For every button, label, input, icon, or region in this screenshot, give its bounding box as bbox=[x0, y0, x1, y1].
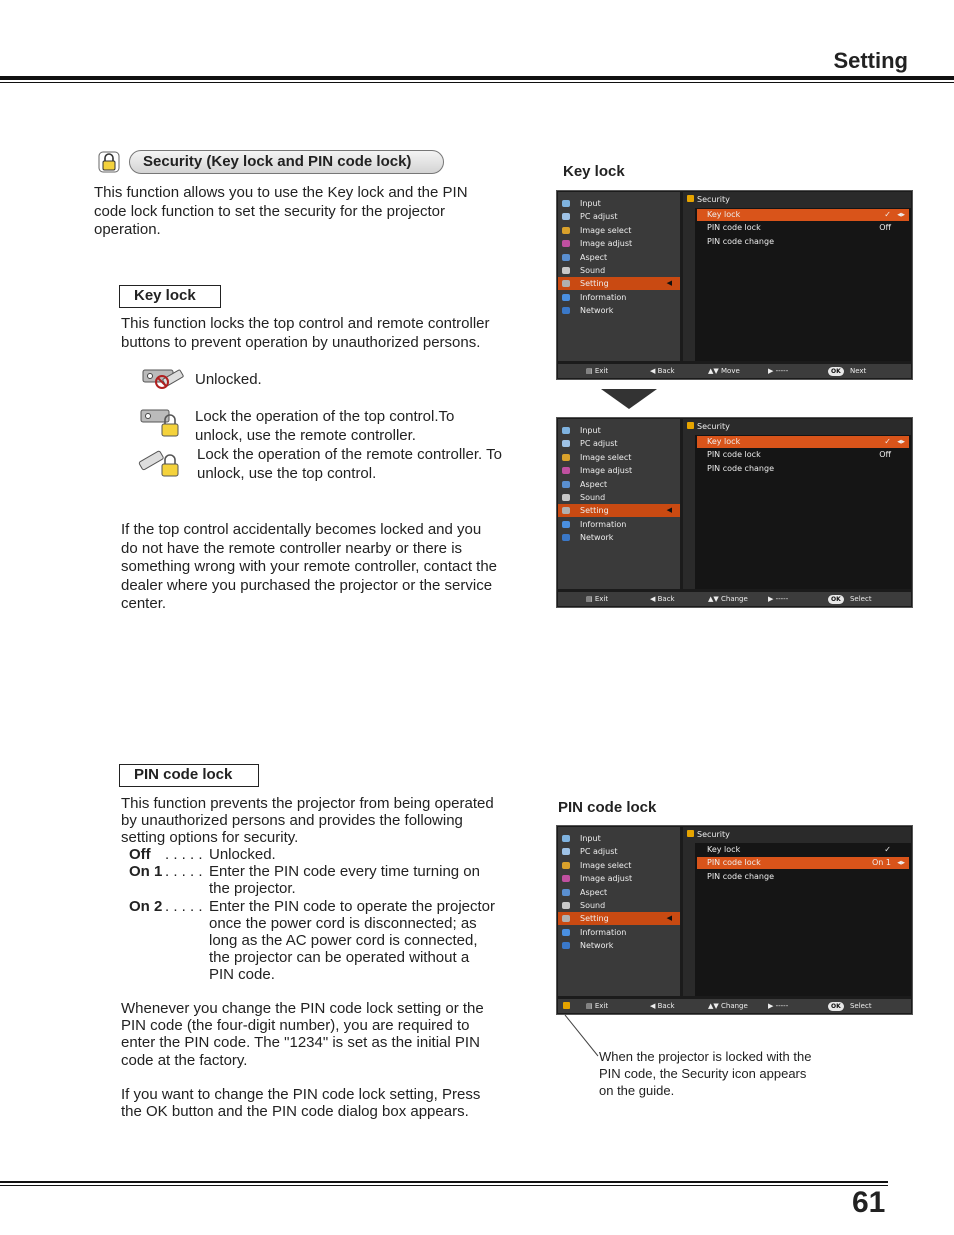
pincode-option-on2: On 2 . . . . . Enter the PIN code to operate the projector once the power cord is disconnected; as long as the AC power cord is connected, the projector can be operated without a PIN code. bbox=[129, 897, 496, 984]
menu-item-setting[interactable] bbox=[558, 504, 680, 517]
security-submenu-panel bbox=[683, 419, 911, 589]
submenu-item-label: PIN code change bbox=[707, 871, 774, 881]
menu-item-icon bbox=[562, 848, 570, 855]
menu-item-pc-adjust[interactable] bbox=[558, 210, 680, 223]
guide-back bbox=[650, 364, 675, 378]
submenu-item-label: PIN code change bbox=[707, 463, 774, 473]
guide-dash bbox=[768, 592, 788, 606]
menu-item-icon bbox=[562, 227, 570, 234]
guide-label: Select bbox=[847, 1002, 872, 1010]
top-control-lock-icon bbox=[139, 406, 181, 438]
menu-item-information[interactable] bbox=[558, 518, 680, 531]
ok-button-icon: OK bbox=[828, 367, 844, 376]
submenu-item-value: On 1 bbox=[872, 858, 891, 868]
menu-item-icon bbox=[562, 307, 570, 314]
security-guide-note: When the projector is locked with the PIN code, the Security icon appears on the guide. bbox=[599, 1049, 812, 1098]
header-rule-thin bbox=[0, 82, 954, 83]
menu-item-icon bbox=[562, 494, 570, 501]
menu-item-network[interactable] bbox=[558, 939, 680, 952]
pincode-heading: PIN code lock bbox=[119, 764, 259, 787]
pincode-description: This function prevents the projector from being operated by unauthorized persons and provides the following setting options for security. bbox=[121, 795, 494, 847]
submenu-item-label: PIN code lock bbox=[707, 223, 761, 233]
main-menu-panel bbox=[558, 419, 680, 589]
security-lock-icon bbox=[563, 999, 570, 1014]
submenu-item-pin-code-lock[interactable] bbox=[697, 222, 909, 234]
menu-item-information[interactable] bbox=[558, 291, 680, 304]
security-section-heading: Security (Key lock and PIN code lock) bbox=[129, 150, 444, 174]
menu-item-icon bbox=[562, 280, 570, 287]
menu-item-icon bbox=[562, 481, 570, 488]
padlock-icon bbox=[98, 151, 120, 173]
menu-item-network[interactable] bbox=[558, 304, 680, 317]
submenu-item-key-lock[interactable] bbox=[697, 844, 909, 856]
security-submenu-panel bbox=[683, 827, 911, 996]
guide-label: ◀ Back bbox=[650, 367, 675, 375]
menu-item-aspect[interactable] bbox=[558, 251, 680, 264]
menu-item-input[interactable] bbox=[558, 197, 680, 210]
submenu-list bbox=[695, 843, 911, 996]
guide-bar bbox=[558, 364, 911, 378]
submenu-item-value: Off bbox=[879, 223, 891, 233]
key-lock-state-icon: ✓ bbox=[884, 437, 891, 446]
menu-item-label: Information bbox=[580, 292, 627, 302]
menu-item-label: Input bbox=[580, 199, 601, 208]
pincode-options bbox=[129, 846, 529, 984]
menu-item-sound[interactable] bbox=[558, 491, 680, 504]
menu-item-label: Image select bbox=[580, 452, 632, 462]
submenu-item-label: PIN code lock bbox=[707, 450, 761, 460]
submenu-item-pin-code-change[interactable] bbox=[697, 463, 909, 475]
menu-item-label: Image adjust bbox=[580, 466, 633, 476]
menu-item-label: PC adjust bbox=[580, 847, 618, 857]
guide-label: ▤ Exit bbox=[586, 367, 609, 375]
menu-item-label: PC adjust bbox=[580, 212, 618, 222]
menu-item-label: Image select bbox=[580, 225, 632, 235]
menu-item-setting[interactable] bbox=[558, 277, 680, 290]
security-title bbox=[687, 829, 730, 841]
menu-item-icon bbox=[562, 440, 570, 447]
menu-item-label: Information bbox=[580, 519, 627, 529]
guide-exit bbox=[586, 999, 608, 1013]
menu-item-icon bbox=[562, 507, 570, 514]
main-menu-panel bbox=[558, 827, 680, 996]
menu-item-label: Input bbox=[580, 834, 601, 843]
pincode-paragraph-change: Whenever you change the PIN code lock setting or the PIN code (the four-digit number), you are required to enter the PIN code. The "1234" is set as the initial PIN code at the factory. bbox=[121, 1000, 484, 1069]
menu-item-icon bbox=[562, 862, 570, 869]
guide-label: ◀ Back bbox=[650, 595, 675, 603]
menu-item-pc-adjust[interactable] bbox=[558, 437, 680, 450]
menu-item-label: Image adjust bbox=[580, 874, 633, 884]
keylock-option-unlocked: Unlocked. bbox=[195, 371, 262, 388]
guide-label: ▤ Exit bbox=[586, 595, 609, 603]
padlock-icon bbox=[687, 830, 694, 837]
ok-button-icon: OK bbox=[828, 595, 844, 604]
guide-bar bbox=[558, 999, 911, 1013]
security-title bbox=[687, 421, 730, 433]
adjust-arrows-icon: ◀▶ bbox=[897, 212, 905, 218]
key-lock-state-icon: ✓ bbox=[884, 845, 891, 854]
keylock-heading: Key lock bbox=[119, 285, 221, 308]
guide-dash bbox=[768, 999, 788, 1013]
menu-item-icon bbox=[562, 902, 570, 909]
menu-item-icon bbox=[562, 915, 570, 922]
menu-item-input[interactable] bbox=[558, 424, 680, 437]
remote-lock-icon bbox=[137, 446, 181, 478]
submenu-item-label: PIN code lock bbox=[707, 858, 761, 868]
pincode-paragraph-dialog: If you want to change the PIN code lock setting, Press the OK button and the PIN code dialog box appears. bbox=[121, 1086, 481, 1121]
menu-item-label: Information bbox=[580, 927, 627, 937]
security-submenu-panel bbox=[683, 192, 911, 361]
guide-bar bbox=[558, 592, 911, 606]
submenu-item-pin-code-lock[interactable] bbox=[697, 449, 909, 461]
menu-item-icon bbox=[562, 942, 570, 949]
footer-rule bbox=[0, 1181, 888, 1183]
guide-next bbox=[828, 364, 866, 378]
menu-item-pc-adjust[interactable] bbox=[558, 845, 680, 858]
guide-select bbox=[828, 999, 872, 1013]
adjust-arrows-icon: ◀▶ bbox=[897, 439, 905, 445]
menu-item-icon bbox=[562, 240, 570, 247]
submenu-list bbox=[695, 208, 911, 361]
menu-item-network[interactable] bbox=[558, 531, 680, 544]
padlock-icon bbox=[687, 422, 694, 429]
menu-item-icon bbox=[562, 254, 570, 261]
page-header-title: Setting bbox=[833, 48, 908, 73]
menu-item-icon bbox=[562, 875, 570, 882]
menu-item-label: Image select bbox=[580, 860, 632, 870]
menu-item-label: Sound bbox=[580, 901, 606, 910]
guide-label: ▤ Exit bbox=[586, 1002, 609, 1010]
submenu-item-pin-code-change[interactable] bbox=[697, 236, 909, 248]
submenu-item-value: Off bbox=[879, 450, 891, 460]
menu-item-label: PC adjust bbox=[580, 439, 618, 449]
guide-exit bbox=[586, 364, 608, 378]
menu-item-icon bbox=[562, 294, 570, 301]
menu-item-icon bbox=[562, 454, 570, 461]
keylock-description: This function locks the top control and remote controller buttons to prevent operation by unauthorized persons. bbox=[121, 315, 490, 351]
submenu-item-pin-code-lock[interactable] bbox=[697, 857, 909, 869]
ok-button-icon: OK bbox=[828, 1002, 844, 1011]
submenu-item-pin-code-change[interactable] bbox=[697, 871, 909, 883]
security-title bbox=[687, 194, 730, 206]
submenu-item-key-lock[interactable] bbox=[697, 209, 909, 221]
submenu-item-key-lock[interactable] bbox=[697, 436, 909, 448]
submenu-item-label: Key lock bbox=[707, 210, 741, 219]
menu-item-icon bbox=[562, 521, 570, 528]
submenu-item-label: Key lock bbox=[707, 845, 741, 854]
menu-item-image-select[interactable] bbox=[558, 451, 680, 464]
menu-item-image-adjust[interactable] bbox=[558, 237, 680, 250]
guide-exit bbox=[586, 592, 608, 606]
menu-item-label: Image adjust bbox=[580, 239, 633, 249]
adjust-arrows-icon: ◀▶ bbox=[897, 860, 905, 867]
security-title-text: Security bbox=[697, 422, 730, 431]
padlock-icon bbox=[687, 195, 694, 202]
guide-label: ▶ ----- bbox=[768, 1002, 789, 1010]
menu-item-label: Network bbox=[580, 941, 614, 951]
menu-item-label: Aspect bbox=[580, 252, 608, 262]
keylock-menu-screen-1 bbox=[556, 190, 913, 380]
menu-item-label: Sound bbox=[580, 266, 606, 275]
guide-dash bbox=[768, 364, 788, 378]
menu-item-icon bbox=[562, 467, 570, 474]
page-number: 61 bbox=[852, 1186, 886, 1219]
keylock-option-top-control: Lock the operation of the top control.To unlock, use the remote controller. bbox=[195, 408, 455, 444]
guide-label: ▲▼ Change bbox=[708, 595, 748, 603]
pincode-option-on1: On 1 . . . . . Enter the PIN code every time turning on the projector. bbox=[129, 863, 480, 898]
security-title-text: Security bbox=[697, 195, 730, 204]
submenu-item-label: PIN code change bbox=[707, 236, 774, 246]
keylock-note: If the top control accidentally becomes locked and you do not have the remote controller nearby or there is something wrong with your remote controller, contact the dealer where you purchased the projector or the service center. bbox=[121, 521, 498, 612]
callout-leader-line bbox=[562, 1013, 602, 1058]
menu-item-label: Aspect bbox=[580, 479, 608, 489]
menu-item-icon bbox=[562, 267, 570, 274]
guide-back bbox=[650, 592, 675, 606]
menu-item-image-adjust[interactable] bbox=[558, 872, 680, 885]
pincode-caption: PIN code lock bbox=[558, 799, 657, 816]
pincode-menu-screen bbox=[556, 825, 913, 1015]
keylock-caption: Key lock bbox=[563, 163, 625, 180]
security-title-text: Security bbox=[697, 830, 730, 839]
menu-item-label: Sound bbox=[580, 493, 606, 502]
menu-item-label: Network bbox=[580, 306, 614, 316]
guide-label: ◀ Back bbox=[650, 1002, 675, 1010]
pincode-option-off: Off . . . . . Unlocked. bbox=[129, 846, 276, 863]
menu-item-image-adjust[interactable] bbox=[558, 464, 680, 477]
menu-item-label: Setting bbox=[580, 279, 609, 289]
guide-label: Select bbox=[847, 595, 872, 603]
header-rule bbox=[0, 76, 954, 80]
menu-item-label: Setting bbox=[580, 914, 609, 924]
keylock-option-remote: Lock the operation of the remote controller. To unlock, use the top control. bbox=[197, 446, 502, 482]
guide-back bbox=[650, 999, 675, 1013]
menu-item-label: Setting bbox=[580, 506, 609, 516]
menu-item-image-select[interactable] bbox=[558, 859, 680, 872]
guide-change bbox=[708, 592, 748, 606]
menu-item-image-select[interactable] bbox=[558, 224, 680, 237]
arrow-down-icon bbox=[601, 389, 657, 409]
menu-item-information[interactable] bbox=[558, 926, 680, 939]
menu-item-aspect[interactable] bbox=[558, 478, 680, 491]
menu-item-icon bbox=[562, 200, 570, 207]
menu-item-icon bbox=[562, 534, 570, 541]
guide-select bbox=[828, 592, 872, 606]
guide-label: ▲▼ Move bbox=[708, 367, 740, 375]
menu-item-aspect[interactable] bbox=[558, 886, 680, 899]
guide-label: Next bbox=[847, 367, 867, 375]
submenu-list bbox=[695, 435, 911, 589]
security-intro: This function allows you to use the Key lock and the PIN code lock function to set the security for the projector operation. bbox=[94, 184, 468, 238]
submenu-item-label: Key lock bbox=[707, 437, 741, 446]
menu-item-label: Aspect bbox=[580, 887, 608, 897]
main-menu-panel bbox=[558, 192, 680, 361]
menu-item-icon bbox=[562, 835, 570, 842]
menu-item-icon bbox=[562, 929, 570, 936]
guide-label: ▶ ----- bbox=[768, 367, 789, 375]
footer-rule-thin bbox=[0, 1185, 888, 1186]
key-lock-state-icon: ✓ bbox=[884, 210, 891, 219]
guide-change bbox=[708, 999, 748, 1013]
menu-item-label: Input bbox=[580, 426, 601, 435]
menu-item-icon bbox=[562, 427, 570, 434]
menu-item-input[interactable] bbox=[558, 832, 680, 845]
menu-item-sound[interactable] bbox=[558, 899, 680, 912]
unlocked-remote-icon bbox=[141, 366, 187, 394]
guide-move bbox=[708, 364, 740, 378]
guide-label: ▶ ----- bbox=[768, 595, 789, 603]
menu-item-sound[interactable] bbox=[558, 264, 680, 277]
menu-item-setting[interactable] bbox=[558, 912, 680, 925]
guide-label: ▲▼ Change bbox=[708, 1002, 748, 1010]
menu-item-label: Network bbox=[580, 533, 614, 543]
menu-item-icon bbox=[562, 889, 570, 896]
keylock-menu-screen-2 bbox=[556, 417, 913, 608]
menu-item-icon bbox=[562, 213, 570, 220]
